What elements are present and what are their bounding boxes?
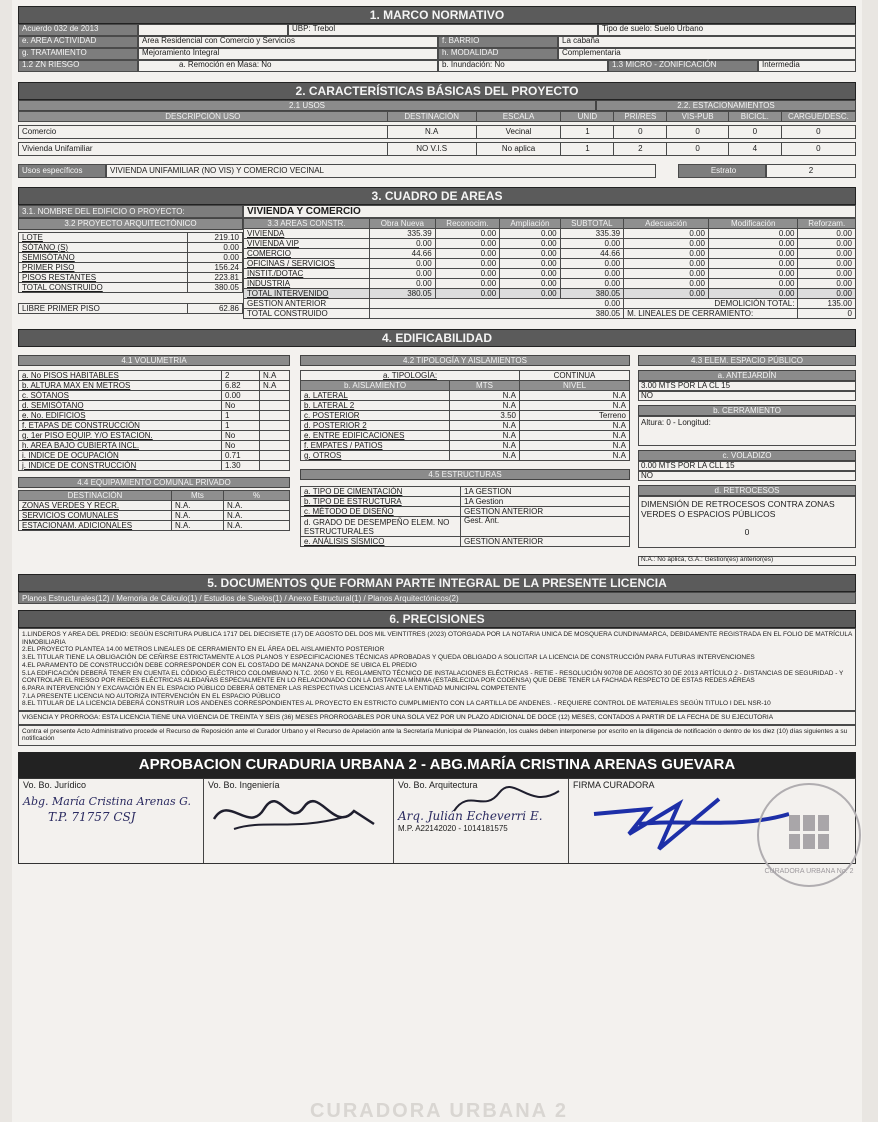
table-row: j. INDICE DE CONSTRUCCIÓN 1.30 [19, 461, 290, 471]
juridico-label: Vo. Bo. Jurídico [23, 780, 87, 791]
table-row: b. ALTURA MAX EN METROS 6.82 N.A [19, 381, 290, 391]
table-row: INSTIT./DOTAC 0.00 0.00 0.00 0.00 0.00 0.00 0.00 [244, 269, 856, 279]
section-5-header: 5. DOCUMENTOS QUE FORMAN PARTE INTEGRAL DE LA PRESENTE LICENCIA [18, 574, 856, 592]
proyecto-arquitectonico [18, 218, 243, 319]
table-row: f. EMPATES / PATIOS N.A N.A [301, 441, 630, 451]
precision-item: 6.PARA INTERVENCIÓN Y EXCAVACIÓN EN EL ESPACIO PÚBLICO DEBERÁ OBTENER LAS RESPECTIVAS LICENCIAS ANTE LA ENTIDAD MUNICIPAL COMPETENTE [22, 684, 527, 692]
antejardin-value-2: NO [638, 391, 856, 401]
sello-icon [789, 815, 829, 849]
tipologia-column [300, 355, 630, 566]
table-row [19, 283, 243, 293]
modalidad-value: Complementaria [558, 48, 856, 60]
proyecto-arq-table [18, 232, 243, 293]
volumetria-header: 4.1 VOLUMETRIA [18, 355, 290, 366]
acuerdo: Acuerdo 032 de 2013 [18, 24, 138, 36]
lineales-label: M. LINEALES DE CERRAMIENTO: [624, 309, 798, 319]
precision-item: 5.LA EDIFICACIÓN DEBERÁ TENER EN CUENTA EL CÓDIGO ELÉCTRICO COLOMBIANO N.T.C. 2050 Y EL REGLAMENTO TÉCNICO DE INSTALACIONES ELÉCTRICAS - RETIE - RESOLUCIÓN 90708 DE AGOSTO 30 DE 2013 ARTÍCULO 2 - DISTANCIAS DE SEGURIDAD - Y CONTROLAR EL RIESGO POR REDES ELÉCTRICAS ALEDAÑAS ESPECIALMENTE EN LO RELACIONADO CON LA DISTANCIA MÍNIMA (ESTABLECIDA POR CODENSA) QUE DEBE TENER LA FACHADA RESPECTO DE ESTAS REDES AÉREAS [22, 669, 844, 685]
uso-cargue: 0 [781, 143, 855, 156]
retrocesos-box [638, 496, 856, 548]
table-row: g. 1er PISO EQUIP. Y/O ESTACION. No [19, 431, 290, 441]
col-prires: PRI/RES [614, 112, 667, 122]
uso-bicicl: 4 [728, 143, 781, 156]
cerramiento-label: b. CERRAMIENTO [638, 405, 856, 416]
col-subtotal: SUBTOTAL [560, 219, 624, 229]
usos-subheader: 2.1 USOS [18, 100, 596, 111]
areas-construidas [243, 218, 856, 319]
uso-escala: No aplica [476, 143, 561, 156]
table-row: b. TIPO DE ESTRUCTURA 1A Gestion [301, 497, 630, 507]
remocion: a. Remoción en Masa: No [138, 60, 438, 72]
area-value: 0.00 [188, 243, 243, 253]
uso-descripcion: Comercio [19, 126, 388, 139]
retrocesos-desc: DIMENSIÓN DE RETROCESOS CONTRA ZONAS VERDES O ESPACIOS PÚBLICOS [641, 499, 835, 519]
area-value: 223.81 [188, 273, 243, 283]
col-adecuacion: Adecuación [624, 219, 709, 229]
demolicion-label: DEMOLICIÓN TOTAL: [624, 299, 798, 309]
col-destinacion: DESTINACIÓN [387, 112, 476, 122]
libre-primer-piso-value: 62.86 [188, 304, 243, 314]
nota: N.A.: No aplica, G.A.: Gestion(es) anterior(es) [638, 556, 856, 566]
col-vispub: VIS-PUB [667, 112, 728, 122]
areas-block [18, 218, 856, 319]
table-row: a. TIPO DE CIMENTACIÓN 1A GESTION [301, 487, 630, 497]
table-row: ZONAS VERDES Y RECR. N.A. N.A. [19, 501, 290, 511]
table-row: INDUSTRIA 0.00 0.00 0.00 0.00 0.00 0.00 0.00 [244, 279, 856, 289]
area-label: LOTE [19, 233, 188, 243]
estructuras-header: 4.5 ESTRUCTURAS [300, 469, 630, 480]
voladizo-value: 0.00 MTS POR LA CLL 15 [638, 461, 856, 471]
arquitectura-mp: M.P. A22142020 - 1014181575 [398, 824, 508, 834]
volumetria-table [18, 370, 290, 471]
recurso-text: Contra el presente Acto Administrativo procede el Recurso de Reposición ante el Curador Urbano y el Recurso de Apelación ante la Secretaría Municipal de Planeación, los cuales deben interponerse por escrito en la diligencia de notificación o dentro de los diez (10) días siguientes a su notificación [18, 725, 856, 746]
precision-item: 2.EL PROYECTO PLANTEA 14.00 METROS LINEALES DE CERRAMIENTO EN EL ÁREA DEL AISLAMIENTO POSTERIOR [22, 646, 385, 654]
tipo-suelo: Tipo de suelo: Suelo Urbano [598, 24, 856, 36]
section-1-header: 1. MARCO NORMATIVO [18, 6, 856, 24]
uso-escala: Vecinal [476, 126, 561, 139]
col-ampliacion: Ampliación [500, 219, 560, 229]
microzonificacion-label: 1.3 MICRO - ZONIFICACIÓN [608, 60, 758, 72]
section-6-header: 6. PRECISIONES [18, 610, 856, 628]
estrato-label: Estrato [678, 164, 766, 178]
table-row: SERVICIOS COMUNALES N.A. N.A. [19, 511, 290, 521]
precision-item: 4.EL PARAMENTO DE CONSTRUCCIÓN DEBE CORRESPONDER CON EL COSTADO DE MANZANA DONDE SE UBICA EL PREDIO [22, 661, 417, 669]
precision-item: 3.EL TITULAR TIENE LA OBLIGACIÓN DE CEÑIRSE ESTRICTAMENTE A LOS PLANOS Y ESPECIFICACIONES TÉCNICAS APROBADAS Y QUEDA OBLIGADO A SOLICITAR LA LICENCIA DE CONSTRUCCIÓN PARA FUTURAS INTERVENCIONES [22, 654, 755, 662]
tipologia-header: 4.2 TIPOLOGÍA Y AISLAMIENTOS [300, 355, 630, 366]
s1-row-4 [18, 60, 856, 72]
lineales-value: 0 [798, 309, 856, 319]
aprobacion-header: APROBACION CURADURIA URBANA 2 - ABG.MARÍA CRISTINA ARENAS GUEVARA [18, 752, 856, 778]
juridico-tp: T.P. 71757 CSJ [48, 810, 136, 825]
area-actividad-label: e. AREA ACTIVIDAD [18, 36, 138, 48]
inundacion: b. Inundación: No [438, 60, 608, 72]
area-label: SEMISÓTANO [19, 253, 188, 263]
area-label: SÓTANO (S) [19, 243, 188, 253]
voladizo-label: c. VOLADIZO [638, 450, 856, 461]
signatures-row [18, 778, 856, 876]
section-2-header: 2. CARACTERÍSTICAS BÁSICAS DEL PROYECTO [18, 82, 856, 100]
nombre-proyecto-row [18, 205, 856, 218]
col-reconocim: Reconocim. [435, 219, 500, 229]
libre-primer-piso-label: LIBRE PRIMER PISO [19, 304, 188, 314]
antejardin-value: 3.00 MTS POR LA CL 15 [638, 381, 856, 391]
table-row: c. POSTERIOR 3.50 Terreno [301, 411, 630, 421]
arquitectura-label: Vo. Bo. Arquitectura [398, 780, 478, 791]
estructuras-table [300, 486, 630, 547]
table-row [19, 233, 243, 243]
area-label: PISOS RESTANTES [19, 273, 188, 283]
col-unid: UNID [561, 112, 614, 122]
tratamiento-label: g. TRATAMIENTO [18, 48, 138, 60]
table-row: f. ETAPAS DE CONSTRUCCIÓN 1 [19, 421, 290, 431]
table-row: h. AREA BAJO CUBIERTA INCL. No [19, 441, 290, 451]
col-reforzam: Reforzam. [798, 219, 856, 229]
area-actividad-value: Area Residencial con Comercio y Servicios [138, 36, 438, 48]
modalidad-label: h. MODALIDAD [438, 48, 558, 60]
table-row [19, 263, 243, 273]
table-row: g. OTROS N.A N.A [301, 451, 630, 461]
table-row: ESTACIONAM. ADICIONALES N.A. N.A. [19, 521, 290, 531]
vobo-arquitectura [394, 779, 569, 863]
tratamiento-value: Mejoramiento Integral [138, 48, 438, 60]
equipamiento-header: 4.4 EQUIPAMIENTO COMUNAL PRIVADO [18, 477, 290, 488]
table-row: e. ANÁLISIS SÍSMICO GESTION ANTERIOR [301, 537, 630, 547]
table-row: a. TIPOLOGÍA: CONTINUA [301, 371, 630, 381]
usos-especificos-row [18, 164, 856, 178]
curadora-label: FIRMA CURADORA [573, 780, 655, 791]
table-row [19, 143, 856, 156]
section-4-header: 4. EDIFICABILIDAD [18, 329, 856, 347]
nombre-proyecto-value: VIVIENDA Y COMERCIO [243, 205, 856, 218]
usos-especificos-label: Usos específicos [18, 164, 106, 178]
table-row: VIVIENDA 335.39 0.00 0.00 335.39 0.00 0.00 0.00 [244, 229, 856, 239]
sello [757, 783, 861, 887]
s2-subheaders [18, 100, 856, 111]
area-value: 380.05 [188, 283, 243, 293]
arquitectura-signature [449, 783, 569, 817]
nombre-proyecto-label: 3.1. NOMBRE DEL EDIFICIO O PROYECTO: [18, 205, 243, 218]
proyecto-arq-header: 3.2 PROYECTO ARQUITECTÓNICO [18, 218, 243, 230]
license-document [18, 6, 856, 876]
table-row: VIVIENDA VIP 0.00 0.00 0.00 0.00 0.00 0.00 0.00 [244, 239, 856, 249]
uso-prires: 0 [614, 126, 667, 139]
barrio-value: La cabaña [558, 36, 856, 48]
col-modificacion: Modificación [708, 219, 797, 229]
arquitectura-name: Arq. Julián Echeverri E. [398, 809, 543, 824]
antejardin-label: a. ANTEJARDÍN [638, 370, 856, 381]
espacio-publico-header: 4.3 ELEM. ESPACIO PÚBLICO [638, 355, 856, 366]
table-row: e. No. EDIFICIOS 1 [19, 411, 290, 421]
usos-table [18, 111, 856, 156]
s1-row-1 [18, 24, 856, 36]
uso-descripcion: Vivienda Unifamiliar [19, 143, 388, 156]
ingenieria-signature [204, 789, 384, 849]
total-construido-value: 380.05 [370, 309, 624, 319]
area-label: PRIMER PISO [19, 263, 188, 273]
uso-prires: 2 [614, 143, 667, 156]
table-row: d. POSTERIOR 2 N.A N.A [301, 421, 630, 431]
table-row [244, 299, 856, 309]
table-row: OFICINAS / SERVICIOS 0.00 0.00 0.00 0.00 0.00 0.00 0.00 [244, 259, 856, 269]
libre-primer-piso [18, 303, 243, 314]
estacionamientos-subheader: 2.2. ESTACIONAMIENTOS [596, 100, 856, 111]
espacio-publico-column [638, 355, 856, 566]
area-value: 0.00 [188, 253, 243, 263]
precision-item: 8.EL TITULAR DE LA LICENCIA DEBERÁ CONSTRUIR LOS ANDENES CORRESPONDIENTES AL PROYECTO EN ESTRICTO CUMPLIMIENTO CON LA CARTILLA DE ANDENES. - REQUIERE CONTROL DE MATERIALES SEGÚN TITULO I DEL NSR-10 [22, 700, 771, 708]
voladizo-value-2: NO [638, 471, 856, 481]
firma-curadora [569, 779, 855, 876]
table-row: a. No PISOS HABITABLES 2 N.A [19, 371, 290, 381]
sello-text: CURADORA URBANA No. 2 [764, 868, 854, 876]
precisiones-box [18, 628, 856, 711]
uso-unid: 1 [561, 143, 614, 156]
usos-especificos-value: VIVIENDA UNIFAMILIAR (NO VIS) Y COMERCIO VECINAL [106, 164, 656, 178]
uso-destinacion: NO V.I.S [387, 143, 476, 156]
s1-row-3 [18, 48, 856, 60]
retrocesos-value: 0 [744, 527, 750, 537]
col-obra-nueva: Obra Nueva [370, 219, 436, 229]
microzonificacion-value: Intermedia [758, 60, 856, 72]
precision-item: 7.LA PRESENTE LICENCIA NO AUTORIZA INTERVENCIÓN EN EL ESPACIO PÚBLICO [22, 692, 281, 700]
vigencia-text: VIGENCIA Y PRORROGA: ESTA LICENCIA TIENE UNA VIGENCIA DE TREINTA Y SEIS (36) MESES PRORROGABLES POR UNA SOLA VEZ POR UN PLAZO ADICIONAL DE DOCE (12) MESES, CONTADOS A PARTIR DE LA FECHA DE SU EJECUTORIA [22, 714, 774, 722]
uso-unid: 1 [561, 126, 614, 139]
s1-row-2 [18, 36, 856, 48]
uso-bicicl: 0 [728, 126, 781, 139]
section-3-header: 3. CUADRO DE AREAS [18, 187, 856, 205]
precision-item: 1.LINDEROS Y AREA DEL PREDIO: SEGÚN ESCRITURA PUBLICA 1717 DEL DIECISIETE (17) DE AGOSTO DEL DOS MIL VEINTITRES (2023) OTORGADA POR LA NOTARIA UNICA DE MOSQUERA CUNDINAMARCA, DEBIDAMENTE REGISTRADA EN EL FOLIO DE MATRÍCULA INMOBILIARIA [22, 631, 852, 646]
vigencia-box [18, 711, 856, 725]
volumetria-column [18, 355, 290, 566]
table-row: i. INDICE DE OCUPACIÓN 0.71 [19, 451, 290, 461]
table-row [19, 126, 856, 139]
col-escala: ESCALA [476, 112, 561, 122]
table-row: COMERCIO 44.66 0.00 0.00 44.66 0.00 0.00 0.00 [244, 249, 856, 259]
uso-cargue: 0 [781, 126, 855, 139]
barrio-label: f. BARRIO [438, 36, 558, 48]
area-label: TOTAL CONSTRUIDO [19, 283, 188, 293]
estrato-value: 2 [766, 164, 856, 178]
col-bicicl: BICICL. [728, 112, 781, 122]
watermark: CURADORA URBANA 2 [309, 1100, 569, 1122]
table-row: c. SÓTANOS 0.00 [19, 391, 290, 401]
table-row [19, 273, 243, 283]
ubp: UBP: Trebol [288, 24, 598, 36]
cerramiento-value: Altura: 0 - Longitud: [638, 416, 856, 446]
table-row [244, 309, 856, 319]
table-row [19, 243, 243, 253]
riesgo-label: 1.2 ZN RIESGO [18, 60, 138, 72]
uso-destinacion: N.A [387, 126, 476, 139]
juridico-name: Abg. María Cristina Arenas G. [23, 795, 191, 809]
table-row: d. GRADO DE DESEMPEÑO ELEM. NO ESTRUCTURALES Gest. Ant. [301, 517, 630, 537]
uso-vispub: 0 [667, 126, 728, 139]
table-row: TOTAL INTERVENIDO 380.05 0.00 0.00 380.05 0.00 0.00 0.00 [244, 289, 856, 299]
table-row: c. MÉTODO DE DISEÑO GESTION ANTERIOR [301, 507, 630, 517]
total-construido-label: TOTAL CONSTRUIDO [244, 309, 370, 319]
retrocesos-label: d. RETROCESOS [638, 485, 856, 496]
ingenieria-label: Vo. Bo. Ingeniería [208, 780, 280, 791]
equipamiento-table: DESTINACIÓN Mts % ZONAS VERDES Y RECR. N.A. N.A. SERVICIOS COMUNALES N.A. N.A. ESTACIONAM. ADICIONALES N.A. N.A. [18, 490, 290, 531]
gestion-anterior-label: GESTION ANTERIOR [244, 299, 370, 309]
table-row: b. LATERAL 2 N.A N.A [301, 401, 630, 411]
vobo-juridico [19, 779, 204, 863]
table-row: d. SEMISÓTANO No [19, 401, 290, 411]
area-value: 219.10 [188, 233, 243, 243]
table-row: e. ENTRE EDIFICACIONES N.A N.A [301, 431, 630, 441]
areas-construidas-table [243, 218, 856, 319]
table-row [19, 253, 243, 263]
tipologia-table: a. TIPOLOGÍA: CONTINUA b. AISLAMIENTO MTS NIVEL a. LATERAL N.A N.A b. LATERAL 2 N.A N.A c. POSTERIOR 3.50 Terreno d. POSTERIOR 2 N.A N.A e. ENTRE EDIFICACIONES N.A N.A f. EMPATES / PATIOS N.A N.A g. OTROS N.A N.A [300, 370, 630, 461]
documentos-list: Planos Estructurales(12) / Memoria de Cálculo(1) / Estudios de Suelos(1) / Anexo Estructural(1) / Planos Arquitectónicos(2) [18, 592, 856, 604]
col-cargue: CARGUE/DESC. [781, 112, 855, 122]
col-descripcion: DESCRIPCIÓN USO [19, 112, 388, 122]
edificabilidad-block [18, 355, 856, 566]
area-value: 156.24 [188, 263, 243, 273]
table-row: a. LATERAL N.A N.A [301, 391, 630, 401]
uso-vispub: 0 [667, 143, 728, 156]
gestion-anterior-value: 0.00 [370, 299, 624, 309]
col-areas: 3.3 AREAS CONSTR. [244, 219, 370, 229]
vobo-ingenieria [204, 779, 394, 863]
demolicion-value: 135.00 [798, 299, 856, 309]
